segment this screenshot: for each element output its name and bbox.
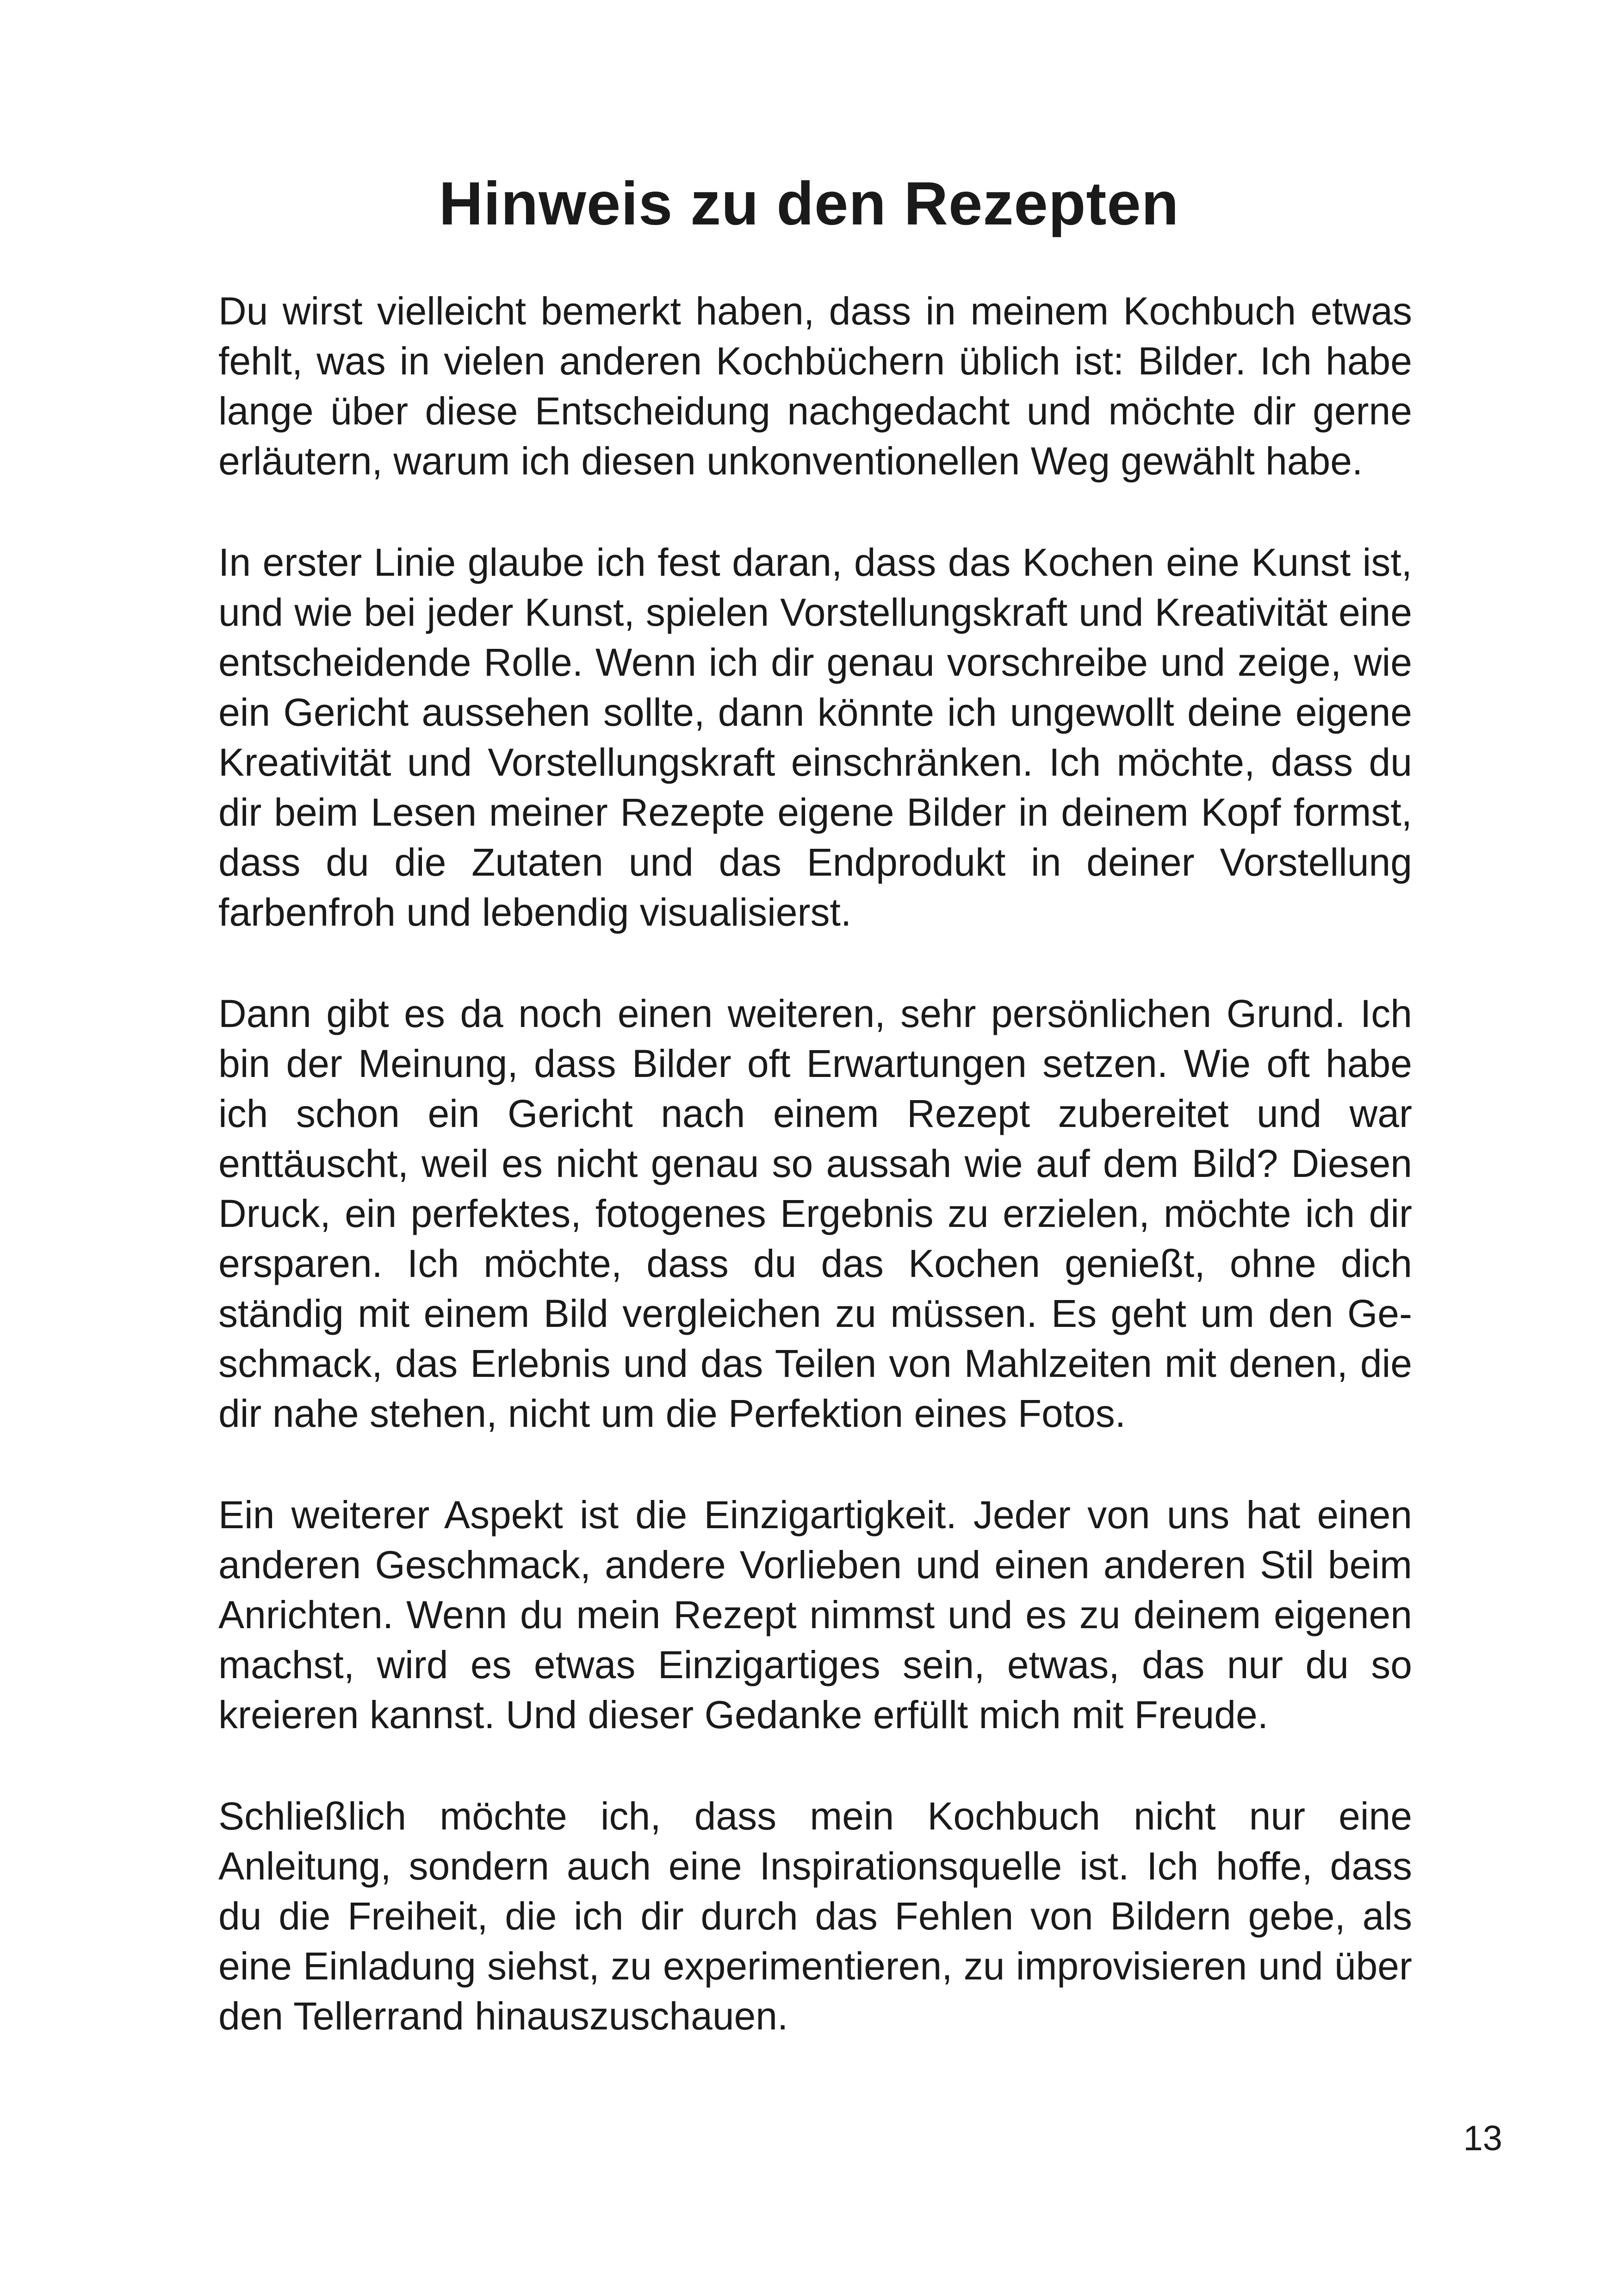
body-text [218,286,1412,2092]
paragraph-1: Du wirst vielleicht bemerkt haben, dass in meinem Kochbuch etwas fehlt, was in vielen anderen Kochbüchern üblich ist: Bilder. Ich habe lange über diese Entscheidung nachgedacht und möchte dir gerne erläutern, warum ich diesen unkonventionellen Weg gewählt habe. [218,289,1412,483]
paragraph-2: In erster Linie glaube ich fest daran, dass das Kochen eine Kunst ist, und wie bei jeder Kunst, spielen Vorstellungskraft und Kreativität eine entscheidende Rolle. Wenn ich dir genau vorschreibe und zeige, wie ein Gericht aussehen sollte, dann könnte ich ungewollt deine eigene Kreativität und Vorstellungskraft einschränken. Ich möchte, dass du dir beim Lesen meiner Rezepte eigene Bilder in deinem Kopf formst, dass du die Zutaten und das Endprodukt in deiner Vorstellung farbenfroh und lebendig visualisierst. [218,541,1412,934]
page-number: 13 [1463,2119,1502,2158]
paragraph-3: Dann gibt es da noch einen weiteren, sehr persönlichen Grund. Ich bin der Meinung, dass Bilder oft Erwartungen setzen. Wie oft habe ich schon ein Gericht nach einem Rezept zubereitet und war enttäuscht, weil es nicht genau so aussah wie auf dem Bild? Diesen Druck, ein perfektes, fotogenes Ergebnis zu erzielen, möchte ich dir ersparen. Ich möchte, dass du das Kochen genießt, ohne dich ständig mit einem Bild vergleichen zu müssen. Es geht um den Geschmack, das Erlebnis und das Teilen von Mahlzeiten mit denen, die dir nahe stehen, nicht um die Perfektion eines Fotos. [218,992,1412,1435]
paragraph-4: Ein weiterer Aspekt ist die Einzigartigkeit. Jeder von uns hat einen anderen Geschmack, andere Vorlieben und einen anderen Stil beim Anrichten. Wenn du mein Rezept nimmst und es zu deinem eigenen machst, wird es etwas Einzigartiges sein, etwas, das nur du so kreieren kannst. Und dieser Gedanke erfüllt mich mit Freude. [218,1493,1412,1736]
paragraph-5: Schließlich möchte ich, dass mein Kochbuch nicht nur eine Anleitung, sondern auch eine Inspirationsquelle ist. Ich hoffe, dass du die Freiheit, die ich dir durch das Fehlen von Bildern gebe, als eine Einladung siehst, zu experimentieren, zu improvisieren und über den Tellerrand hinauszuschauen. [218,1794,1412,2038]
page-title: Hinweis zu den Rezepten [439,169,1179,237]
